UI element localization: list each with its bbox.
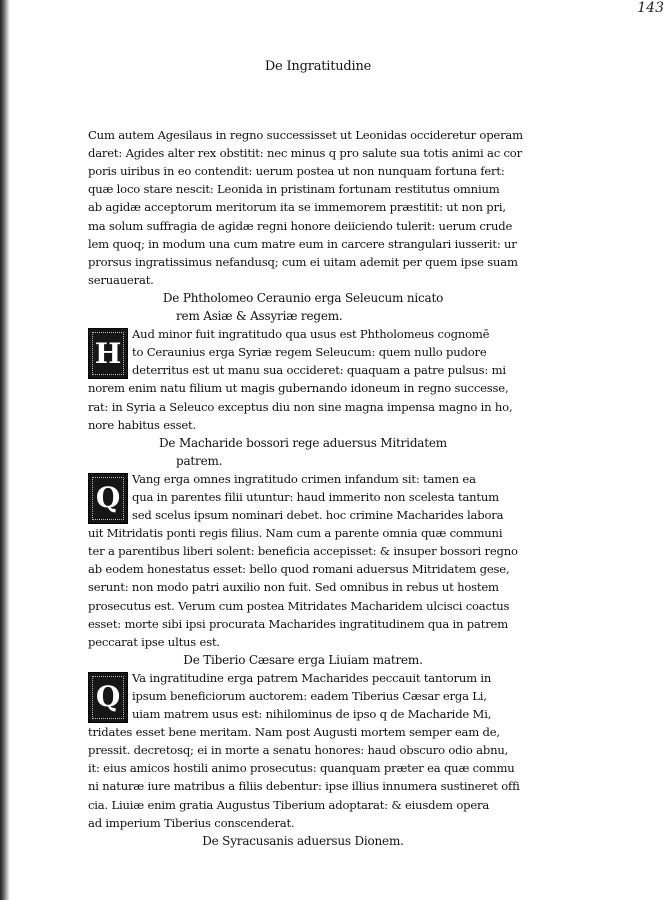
- intro-paragraph: [88, 126, 523, 289]
- text-line: sed scelus ipsum nominari debet. hoc crimine Macharides labora: [132, 508, 504, 523]
- text-line: ter a parentibus liberi solent: beneficia accepisset: & insuper bossori regno: [88, 544, 518, 559]
- section-body: [88, 669, 518, 832]
- text-line: prorsus ingratissimus nefandusq; cum ei uitam ademit per quem ipse suam: [88, 254, 518, 269]
- folio-number: 143: [637, 0, 664, 16]
- running-head: De Ingratitudine: [264, 59, 372, 74]
- text-line: daret: Agides alter rex obstitit: nec minus q pro salute sua totis animi ac cor: [88, 146, 522, 161]
- text-line: Aud minor fuit ingratitudo qua usus est Phtholomeus cognomē: [132, 327, 490, 342]
- text-line: ab agidæ acceptorum meritorum ita se immemorem præstitit: ut non pri,: [88, 200, 506, 215]
- text-line: poris uiribus in eo contendit: uerum postea ut non nunquam fortuna fert:: [88, 164, 505, 179]
- section-heading-continuation: rem Asiæ & Assyriæ regem.: [176, 309, 343, 324]
- section-heading: De Macharide bossori rege aduersus Mitridatem: [159, 435, 447, 450]
- decorated-initial: Q: [88, 473, 128, 524]
- text-line: lem quoq; in modum una cum matre eum in carcere strangulari iusserit: ur: [88, 236, 517, 251]
- text-line: it: eius amicos hostili animo prosecutus: quanquam præter ea quæ commu: [88, 761, 515, 776]
- text-line: quæ loco stare nescit: Leonida in pristinam fortunam restitutus omnium: [88, 182, 500, 197]
- text-line: deterritus est ut manu sua occideret: quaquam a patre pulsus: mi: [132, 363, 506, 378]
- text-line: ab eodem honestatus esset: bello quod romani aduersus Mitridatem gese,: [88, 562, 510, 577]
- text-line: cia. Liuiæ enim gratia Augustus Tiberium adoptarat: & eiusdem opera: [88, 797, 490, 812]
- page-edge-shadow: [0, 0, 10, 900]
- section-heading: De Phtholomeo Ceraunio erga Seleucum nicato: [162, 290, 444, 305]
- decorated-initial: H: [88, 328, 128, 379]
- section-heading: De Tiberio Cæsare erga Liuiam matrem.: [183, 652, 423, 667]
- text-line: Vang erga omnes ingratitudo crimen infandum sit: tamen ea: [132, 471, 476, 486]
- text-line: Va ingratitudine erga patrem Macharides peccauit tantorum in: [132, 670, 492, 685]
- decorated-initial: Q: [88, 672, 128, 723]
- section-heading-continuation: patrem.: [176, 453, 223, 468]
- text-line: ipsum beneficiorum auctorem: eadem Tiberius Cæsar erga Li,: [132, 689, 487, 703]
- section-body: [88, 470, 518, 651]
- text-line: nore habitus esset.: [88, 417, 196, 432]
- text-line: uiam matrem usus est: nihilominus de ipso q de Macharide Mi,: [132, 707, 492, 722]
- section-body: [88, 325, 518, 434]
- text-line: seruauerat.: [88, 272, 154, 287]
- text-line: ma solum suffragia de agidæ regni honore deiiciendo tulerit: uerum crude: [88, 218, 513, 233]
- text-line: pressit. decretosq; ei in morte a senatu honores: haud obscuro odio abnu,: [88, 743, 509, 758]
- text-line: esset: morte sibi ipsi procurata Macharides ingratitudinem qua in patrem: [88, 616, 508, 631]
- text-line: ad imperium Tiberius conscenderat.: [88, 815, 295, 830]
- text-line: Cum autem Agesilaus in regno successisset ut Leonidas occideretur operam: [88, 128, 523, 143]
- text-line: qua in parentes filii utuntur: haud immerito non scelesta tantum: [132, 489, 499, 504]
- text-block: [88, 58, 523, 850]
- text-line: ni naturæ iure matribus a filiis debentur: ipse illius innumera sustineret offi: [88, 779, 520, 794]
- text-line: peccarat ipse ultus est.: [88, 634, 220, 649]
- text-line: tridates esset bene meritam. Nam post Augusti mortem semper eam de,: [88, 725, 500, 740]
- text-line: serunt: non modo patri auxilio non fuit. Sed omnibus in rebus ut hostem: [88, 580, 499, 595]
- text-line: to Ceraunius erga Syriæ regem Seleucum: quem nullo pudore: [132, 345, 487, 360]
- text-line: uit Mitridatis ponti regis filius. Nam cum a parente omnia quæ communi: [88, 526, 503, 541]
- closing-heading: De Syracusanis aduersus Dionem.: [202, 833, 404, 848]
- sections-container: [88, 289, 518, 832]
- text-line: norem enim natu filium ut magis gubernando idoneum in regno successe,: [88, 381, 509, 396]
- text-line: prosecutus est. Verum cum postea Mitridates Macharidem ulcisci coactus: [88, 598, 510, 613]
- text-line: rat: in Syria a Seleuco exceptus diu non sine magna impensa magno in ho,: [88, 399, 513, 414]
